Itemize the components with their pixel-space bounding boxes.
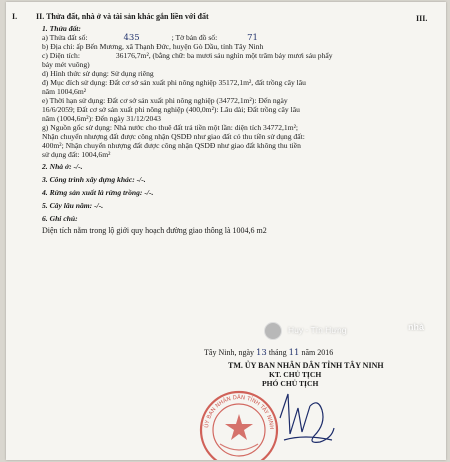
usage-term-row: e) Thời hạn sử dụng: Đất cơ sở sản xuất phi nông nghiệp (34772,1m²): Đến ngày bbox=[42, 96, 288, 105]
area-value: 36176,7m², (bằng chữ: ba mươi sáu nghìn một trăm bảy mươi sáu phẩy bbox=[115, 51, 333, 60]
usage-term-cont2: năm (1004,6m²): Đến ngày 31/12/2043 bbox=[42, 114, 161, 123]
signing-date bbox=[204, 348, 333, 358]
watermark-logo: nhà bbox=[408, 322, 425, 332]
area-row bbox=[42, 51, 333, 60]
usage-form-row: d) Hình thức sử dụng: Sử dụng riêng bbox=[42, 69, 154, 78]
seal-ring-text: ỦY BAN NHÂN DÂN TỈNH TÂY NINH bbox=[204, 395, 275, 430]
perennial-row: 5. Cây lâu năm: -/-. bbox=[42, 201, 104, 210]
signer-role-1: KT. CHỦ TỊCH bbox=[269, 370, 322, 379]
section-heading: II. Thửa đất, nhà ở và tài sản khác gắn liền với đất bbox=[36, 12, 209, 21]
day-value: 13 bbox=[256, 348, 267, 358]
origin-cont2: 400m²; Nhận chuyển nhượng đất được công nhận QSDĐ như giao đất không thu tiền bbox=[42, 141, 301, 150]
usage-purpose-cont: năm 1004,6m² bbox=[42, 87, 87, 96]
month-value: 11 bbox=[288, 348, 300, 358]
origin-cont3: sử dụng đất: 1004,6m² bbox=[42, 150, 111, 159]
land-parcel-title: 1. Thửa đất: bbox=[42, 24, 81, 33]
house-row: 2. Nhà ở: -/-. bbox=[42, 162, 83, 171]
page-marker-left: I. bbox=[12, 12, 18, 21]
area-words-cont: bảy mét vuông) bbox=[42, 60, 90, 69]
parcel-number-value: 435 bbox=[123, 33, 140, 43]
signature-icon bbox=[274, 388, 344, 456]
parcel-number-label: a) Thửa đất số: bbox=[42, 33, 88, 42]
issuing-authority: TM. ỦY BAN NHÂN DÂN TỈNH TÂY NINH bbox=[228, 361, 384, 370]
origin-cont1: Nhận chuyển nhượng đất được công nhận QSDĐ như giao đất có thu tiền sử dụng đất: bbox=[42, 132, 305, 141]
notes-text: Diện tích nằm trong lộ giới quy hoạch đường giao thông là 1004,6 m2 bbox=[42, 226, 267, 235]
address-row: b) Địa chỉ: ấp Bến Mương, xã Thạnh Đức, huyện Gò Dầu, tỉnh Tây Ninh bbox=[42, 42, 264, 51]
month-label: tháng bbox=[268, 348, 287, 357]
notes-heading: 6. Ghi chú: bbox=[42, 214, 78, 223]
origin-row: g) Nguồn gốc sử dụng: Nhà nước cho thuê đất trả tiền một lần: diện tích 34772,1m²; bbox=[42, 123, 298, 132]
signing-place: Tây Ninh, bbox=[204, 348, 237, 357]
signer-role-2: PHÓ CHỦ TỊCH bbox=[262, 379, 319, 388]
certificate-page bbox=[6, 2, 446, 460]
forest-row: 4. Rừng sản xuất là rừng trồng: -/-. bbox=[42, 188, 154, 197]
usage-purpose-row: đ) Mục đích sử dụng: Đất cơ sở sản xuất phi nông nghiệp 35172,1m², đất trồng cây lâu bbox=[42, 78, 306, 87]
area-label: c) Diện tích: bbox=[42, 51, 80, 60]
year-label: năm 2016 bbox=[301, 348, 334, 357]
day-label: ngày bbox=[238, 348, 254, 357]
construction-row: 3. Công trình xây dựng khác: -/-. bbox=[42, 175, 146, 184]
map-sheet-label: ; Tờ bản đồ số: bbox=[171, 33, 218, 42]
usage-term-cont1: 16/6/2059; Đất cơ sở sản xuất phi nông nghiệp (400,0m²): Lâu dài; Đất trồng cây lâu bbox=[42, 105, 300, 114]
page-marker-right: III. bbox=[416, 14, 428, 23]
official-seal-icon bbox=[196, 384, 282, 460]
watermark-name: Huy - Tín Hưng bbox=[288, 325, 347, 335]
avatar bbox=[264, 322, 282, 340]
map-sheet-value: 71 bbox=[247, 33, 258, 43]
